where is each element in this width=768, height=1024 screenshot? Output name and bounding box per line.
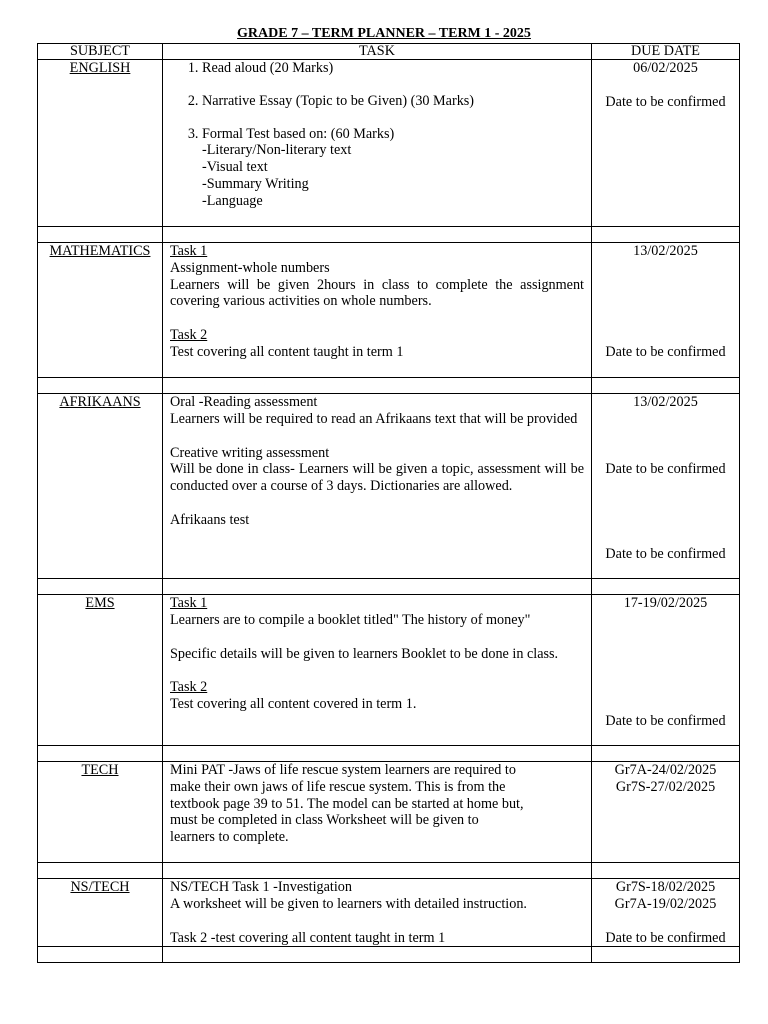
spacer-row	[38, 378, 740, 394]
due-date: 13/02/2025	[633, 243, 698, 259]
header-row	[38, 44, 740, 60]
task-title: Oral -Reading assessment	[170, 394, 318, 410]
task-heading: Task 1	[170, 243, 208, 259]
english-task-list	[170, 60, 584, 210]
due-nstech	[592, 879, 740, 947]
task-description: Learners will be given 2hours in class to complete the assignment covering various activities on whole numbers.	[170, 276, 584, 310]
table-row-tech	[38, 762, 740, 863]
english-subitem: -Literary/Non-literary text	[202, 142, 352, 159]
task-heading: Task 1	[170, 595, 208, 611]
due-date: Gr7S-18/02/2025	[615, 879, 716, 895]
task-title: NS/TECH Task 1 -Investigation	[170, 879, 352, 895]
due-date: Gr7A-24/02/2025	[614, 762, 717, 778]
table-row-english	[38, 60, 740, 227]
page-title: GRADE 7 – TERM PLANNER – TERM 1 - 2025	[237, 26, 531, 41]
subject-nstech: NS/TECH	[70, 879, 130, 895]
spacer-row	[38, 947, 740, 963]
table-row-mathematics	[38, 243, 740, 378]
due-mathematics	[592, 243, 740, 378]
header-due-date: DUE DATE	[592, 44, 740, 60]
spacer-row	[38, 863, 740, 879]
due-date: Date to be confirmed	[605, 712, 726, 729]
table-row-nstech	[38, 879, 740, 947]
spacer-row	[38, 746, 740, 762]
english-formal-test: Formal Test based on: (60 Marks)	[202, 125, 395, 142]
task-afrikaans	[163, 394, 592, 579]
subject-english: ENGLISH	[69, 60, 131, 76]
due-date: Gr7S-27/02/2025	[615, 778, 716, 795]
task-title: Assignment-whole numbers	[170, 259, 330, 276]
task-ems	[163, 595, 592, 746]
task-description: Will be done in class- Learners will be given a topic, assessment will be conducted over a course of 3 days. Dictionaries are allowed.	[170, 461, 584, 495]
due-date: 17-19/02/2025	[623, 595, 708, 611]
task-nstech	[163, 879, 592, 947]
task-line: Mini PAT -Jaws of life rescue system learners are required to	[170, 762, 516, 778]
english-subitem: -Visual text	[202, 159, 268, 176]
spacer-row	[38, 227, 740, 243]
list-item: 1. Read aloud (20 Marks)	[202, 60, 584, 77]
subject-afrikaans: AFRIKAANS	[59, 394, 141, 410]
task-line: learners to complete.	[170, 829, 289, 846]
subject-ems: EMS	[85, 595, 115, 611]
header-task: TASK	[163, 44, 592, 60]
list-item: 2. Narrative Essay (Topic to be Given) (30 Marks)	[202, 93, 584, 110]
task-heading: Task 2	[170, 327, 208, 344]
due-date: 13/02/2025	[633, 394, 698, 410]
term-planner-table	[37, 43, 740, 963]
due-ems	[592, 595, 740, 746]
task-line: textbook page 39 to 51. The model can be started at home but,	[170, 795, 524, 812]
task-title: Creative writing assessment	[170, 444, 330, 461]
spacer-row	[38, 579, 740, 595]
task-mathematics	[163, 243, 592, 378]
list-item	[202, 126, 584, 210]
subject-tech: TECH	[81, 762, 119, 778]
task-description: Test covering all content taught in term 1	[170, 343, 404, 360]
task-description: A worksheet will be given to learners with detailed instruction.	[170, 895, 527, 912]
task-line: make their own jaws of life rescue system. This is from the	[170, 778, 506, 795]
english-subitem: -Summary Writing	[202, 175, 309, 192]
due-tech	[592, 762, 740, 863]
table-row-afrikaans	[38, 394, 740, 579]
task-heading: Task 2	[170, 679, 208, 696]
english-subitem: -Language	[202, 192, 263, 209]
task-english	[163, 60, 592, 227]
due-date: Date to be confirmed	[605, 545, 726, 562]
subject-mathematics: MATHEMATICS	[49, 243, 151, 259]
task-title: Task 2 -test covering all content taught in term 1	[170, 929, 446, 946]
task-tech	[163, 762, 592, 863]
task-description: Learners are to compile a booklet titled" The history of money"	[170, 611, 531, 628]
due-date: Date to be confirmed	[605, 929, 726, 946]
due-date: Date to be confirmed	[605, 460, 726, 477]
table-row-ems	[38, 595, 740, 746]
header-subject: SUBJECT	[38, 44, 163, 60]
due-afrikaans	[592, 394, 740, 579]
task-description: Test covering all content covered in term 1.	[170, 696, 417, 713]
task-title: Afrikaans test	[170, 511, 250, 528]
task-line: must be completed in class Worksheet will be given to	[170, 812, 479, 829]
task-description: Learners will be required to read an Afrikaans text that will be provided	[170, 410, 578, 427]
due-date: 06/02/2025	[633, 60, 698, 76]
task-details: Specific details will be given to learners Booklet to be done in class.	[170, 645, 559, 662]
due-date: Gr7A-19/02/2025	[614, 895, 717, 912]
due-date: Date to be confirmed	[605, 343, 726, 360]
due-date: Date to be confirmed	[605, 93, 726, 110]
due-english	[592, 60, 740, 227]
